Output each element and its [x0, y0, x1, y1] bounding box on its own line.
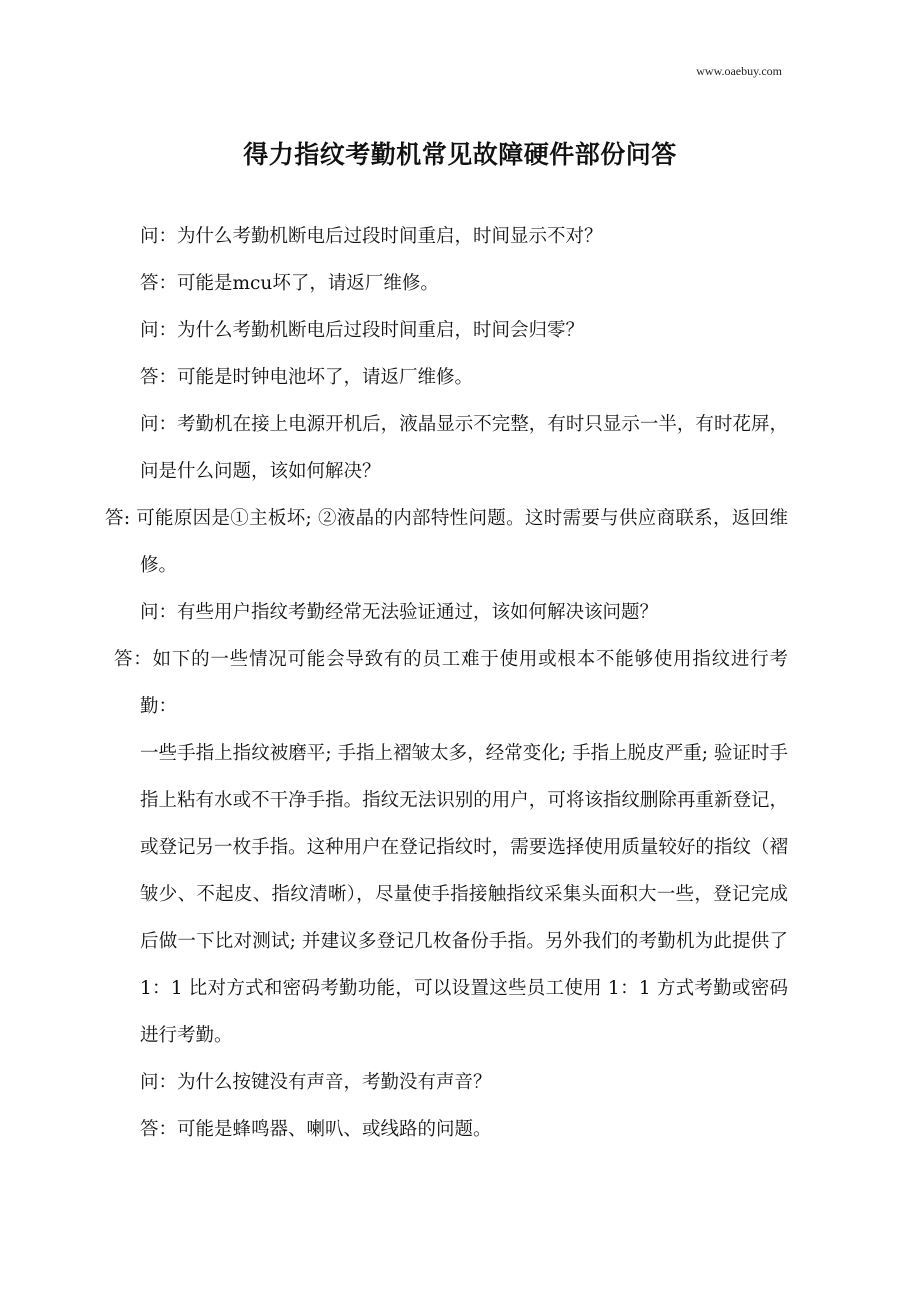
question-paragraph: 问：为什么考勤机断电后过段时间重启，时间显示不对？ — [140, 226, 603, 247]
answer-paragraph: 答：可能是mcu坏了，请返厂维修。 — [140, 273, 439, 294]
question-paragraph: 问：为什么按键没有声音，考勤没有声音？ — [140, 1072, 492, 1093]
question-paragraph: 问：考勤机在接上电源开机后，液晶显示不完整，有时只显示一半，有时花屏，问是什么问题，该如何解决？ — [140, 414, 788, 482]
document-title: 得力指纹考勤机常见故障硬件部份问答 — [243, 139, 677, 169]
answer-paragraph: 答: 可能原因是①主板坏; ②液晶的内部特性问题。这时需要与供应商联系，返回维修。 — [105, 508, 788, 576]
question-paragraph: 问：有些用户指纹考勤经常无法验证通过，该如何解决该问题？ — [140, 602, 659, 623]
answer-paragraph: 答：可能是蜂鸣器、喇叭、或线路的问题。 — [140, 1119, 492, 1140]
answer-paragraph: 答：如下的一些情况可能会导致有的员工难于使用或根本不能够使用指纹进行考勤： — [114, 649, 788, 717]
document-body — [105, 213, 788, 1153]
header-url: www.oaebuy.com — [696, 64, 782, 78]
question-paragraph: 问：为什么考勤机断电后过段时间重启，时间会归零？ — [140, 320, 585, 341]
answer-detail-paragraph: 一些手指上指纹被磨平; 手指上褶皱太多，经常变化; 手指上脱皮严重; 验证时手指上粘有水或不干净手指。指纹无法识别的用户，可将该指纹删除再重新登记，或登记另一枚手指。这种用户在登记指纹时，需要选择使用质量较好的指纹（褶皱少、不起皮、指纹清晰），尽量使手指接触指纹采集头面积大一些，登记完成后做一下比对测试; 并建议多登记几枚备份手指。另外我们的考勤机为此提供了 1：1 比对方式和密码考勤功能，可以设置这些员工使用 1：1 方式考勤或密码进行考勤。 — [140, 743, 788, 1046]
answer-paragraph: 答：可能是时钟电池坏了，请返厂维修。 — [140, 367, 474, 388]
